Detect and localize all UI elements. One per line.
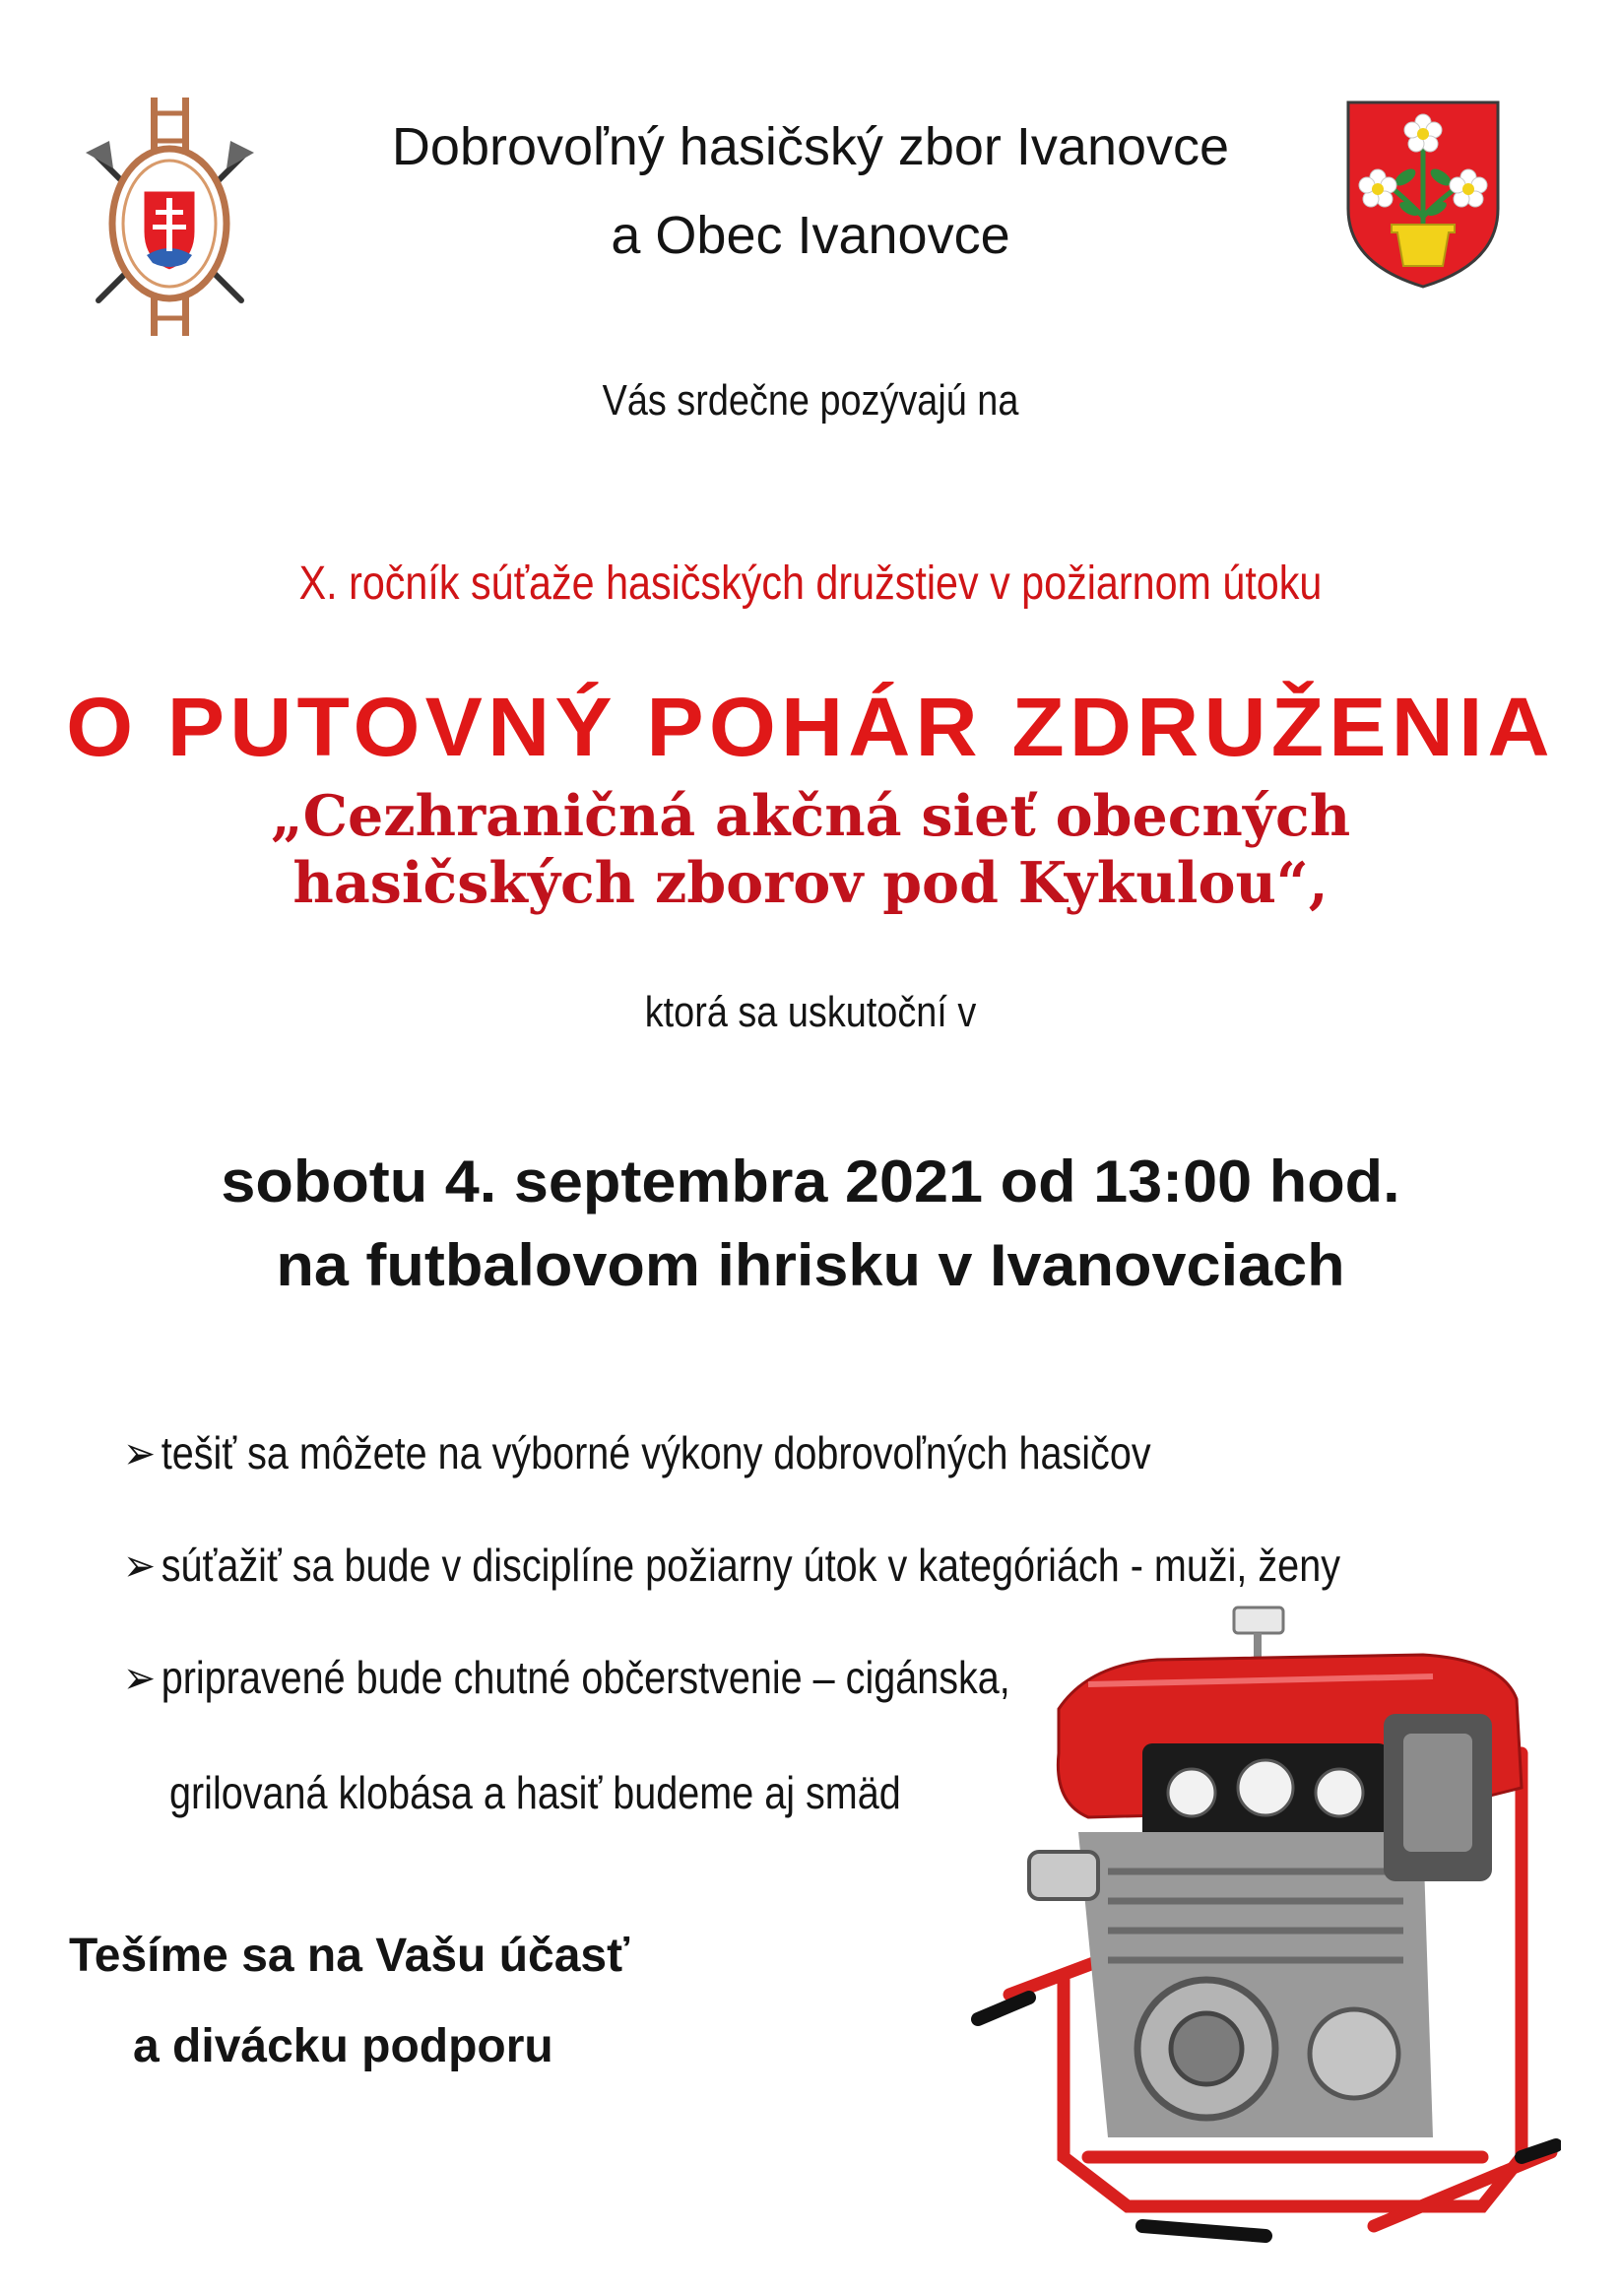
subtitle-line-1: „Cezhraničná akčná sieť obecných	[270, 783, 1351, 849]
arrow-bullet-icon: ➢	[123, 1652, 157, 1703]
bullet-text: súťažiť sa bude v disciplíne požiarny útok v kategóriách - muži, ženy	[161, 1540, 1340, 1591]
subtitle-line-2: hasičských zborov pod Kykulou“,	[292, 850, 1329, 916]
bullet-text: pripravené bude chutné občerstvenie – cigánska,	[161, 1652, 1010, 1703]
competition-name: X. ročník súťaže hasičských družstiev v požiarnom útoku	[298, 558, 1323, 610]
organizer-line-2: a Obec Ivanovce	[611, 206, 1010, 265]
bullet-text: tešiť sa môžete na výborné výkony dobrovoľných hasičov	[161, 1427, 1151, 1478]
arrow-bullet-icon: ➢	[123, 1427, 157, 1478]
bullet-continuation: grilovaná klobása a hasiť budeme aj smäd	[169, 1767, 901, 1818]
subtitle	[0, 783, 1621, 917]
main-title: O PUTOVNÝ POHÁR ZDRUŽENIA	[66, 681, 1555, 773]
list-item	[123, 1426, 1151, 1479]
event-venue: na futbalovom ihrisku v Ivanovciach	[276, 1232, 1345, 1298]
closing-line-2: a divácku podporu	[133, 2020, 553, 2072]
takes-place-text: ktorá sa uskutoční v	[644, 988, 977, 1036]
invitation-text: Vás srdečne pozývajú na	[602, 376, 1019, 425]
organizer-line-1: Dobrovoľný hasičský zbor Ivanovce	[391, 117, 1230, 176]
event-date: sobotu 4. septembra 2021 od 13:00 hod.	[221, 1148, 1400, 1214]
closing-line-1: Tešíme sa na Vašu účasť	[69, 1930, 630, 1982]
list-item	[123, 1651, 1010, 1704]
list-item	[123, 1539, 1340, 1592]
fire-pump-image	[970, 1606, 1561, 2256]
arrow-bullet-icon: ➢	[123, 1540, 157, 1591]
